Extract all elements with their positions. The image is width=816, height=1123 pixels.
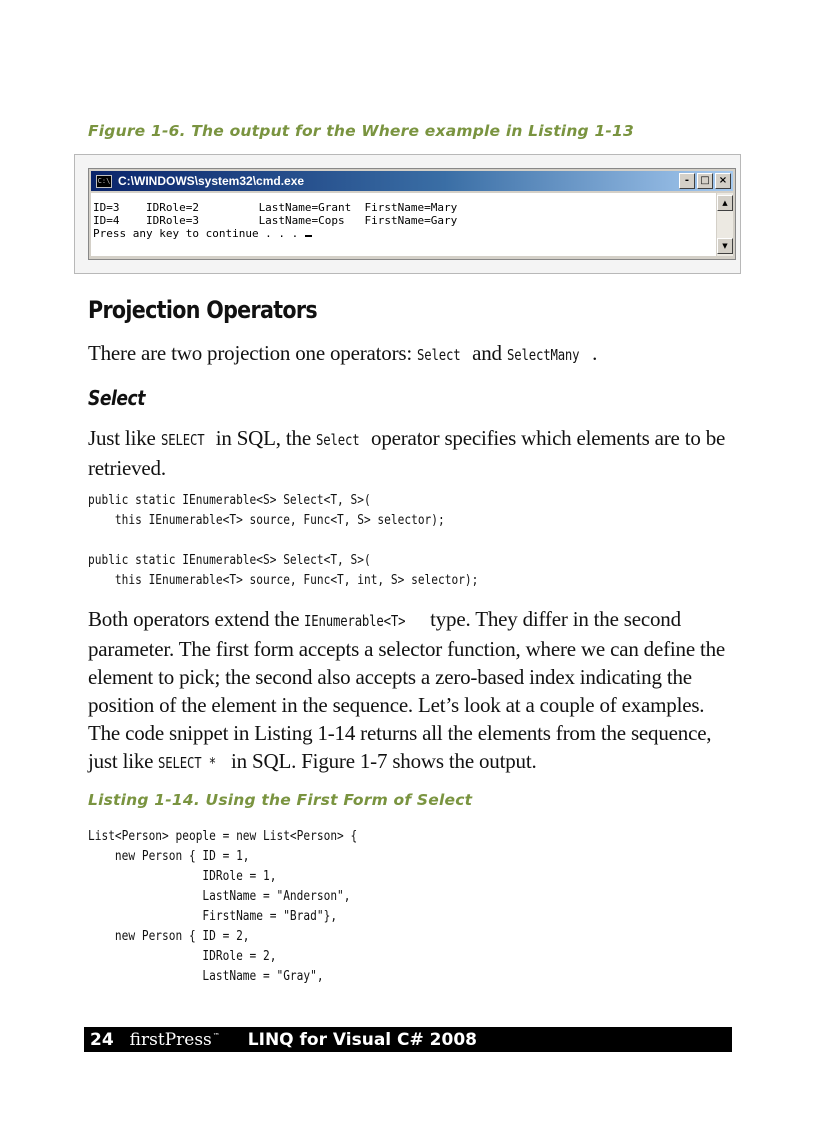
scroll-down-icon[interactable]: ▼ xyxy=(717,238,733,254)
code-signature-1: public static IEnumerable<S> Select<T, S>( this IEnumerable<T> source, Func<T, S> selector); xyxy=(88,493,445,528)
console-prompt: Press any key to continue . . . xyxy=(93,227,305,240)
text: in SQL. Figure 1-7 shows the output. xyxy=(226,749,537,773)
console-scrollbar[interactable] xyxy=(717,193,733,256)
brand-name: firstPress xyxy=(129,1029,212,1050)
text: operator specifies which elements are to be retrieved. xyxy=(88,426,726,480)
console-prompt-line xyxy=(93,227,716,240)
text: and xyxy=(467,341,507,365)
select-intro xyxy=(88,424,736,482)
close-button[interactable]: × xyxy=(715,173,731,189)
console-line: ID=4 IDRole=3 LastName=Cops FirstName=Gary xyxy=(93,214,458,227)
minimize-button[interactable]: - xyxy=(679,173,695,189)
text: type. They differ in the second parameter. The first form accepts a selector function, where we can define the element to pick; the second also accepts a zero-based index indicating the position of the element in the sequence. Let’s look at a couple of examples. The code snippet in Listing 1-14 returns all the elements from the sequence, just like xyxy=(88,607,726,773)
projection-intro xyxy=(88,339,736,369)
text: Both operators extend the xyxy=(88,607,305,631)
maximize-button[interactable]: □ xyxy=(697,173,713,189)
inline-code: IEnumerable<T> xyxy=(304,612,406,630)
subsection-heading: Select xyxy=(88,386,145,410)
console-titlebar[interactable] xyxy=(91,171,733,191)
select-body xyxy=(88,605,736,777)
text: Just like xyxy=(88,426,161,450)
cursor-icon xyxy=(305,235,312,237)
code-signature-2: public static IEnumerable<S> Select<T, S>( this IEnumerable<T> source, Func<T, int, S> selector); xyxy=(88,553,479,588)
page-footer xyxy=(84,1027,732,1052)
console-window xyxy=(88,168,736,260)
console-output xyxy=(91,193,716,256)
console-app-icon: C:\ xyxy=(96,175,112,188)
publisher-brand xyxy=(130,1030,220,1050)
window-controls xyxy=(679,173,731,189)
listing-caption: Listing 1-14. Using the First Form of Select xyxy=(88,791,473,809)
page-number: 24 xyxy=(90,1029,114,1050)
inline-code: Select xyxy=(315,431,360,449)
listing-code: List<Person> people = new List<Person> { new Person { ID = 1, IDRole = 1, LastName = "Anderson", FirstName = "Brad"}, new Person { ID = 2, IDRole = 2, LastName = "Gray", xyxy=(88,829,358,984)
console-title: C:\WINDOWS\system32\cmd.exe xyxy=(118,174,305,188)
scroll-up-icon[interactable]: ▲ xyxy=(717,195,733,211)
console-line: ID=3 IDRole=2 LastName=Grant FirstName=Mary xyxy=(93,201,458,214)
inline-code: SELECT * xyxy=(158,754,217,772)
inline-code: Select xyxy=(417,346,461,364)
inline-code: SelectMany xyxy=(506,346,580,364)
book-title: LINQ for Visual C# 2008 xyxy=(247,1029,477,1050)
text: in SQL, the xyxy=(210,426,316,450)
section-heading: Projection Operators xyxy=(88,296,317,324)
trademark: ™ xyxy=(212,1031,220,1040)
figure-caption: Figure 1-6. The output for the Where example in Listing 1-13 xyxy=(88,122,635,140)
text: . xyxy=(592,341,598,365)
inline-code: SELECT xyxy=(160,431,205,449)
text: There are two projection one operators: xyxy=(88,341,418,365)
